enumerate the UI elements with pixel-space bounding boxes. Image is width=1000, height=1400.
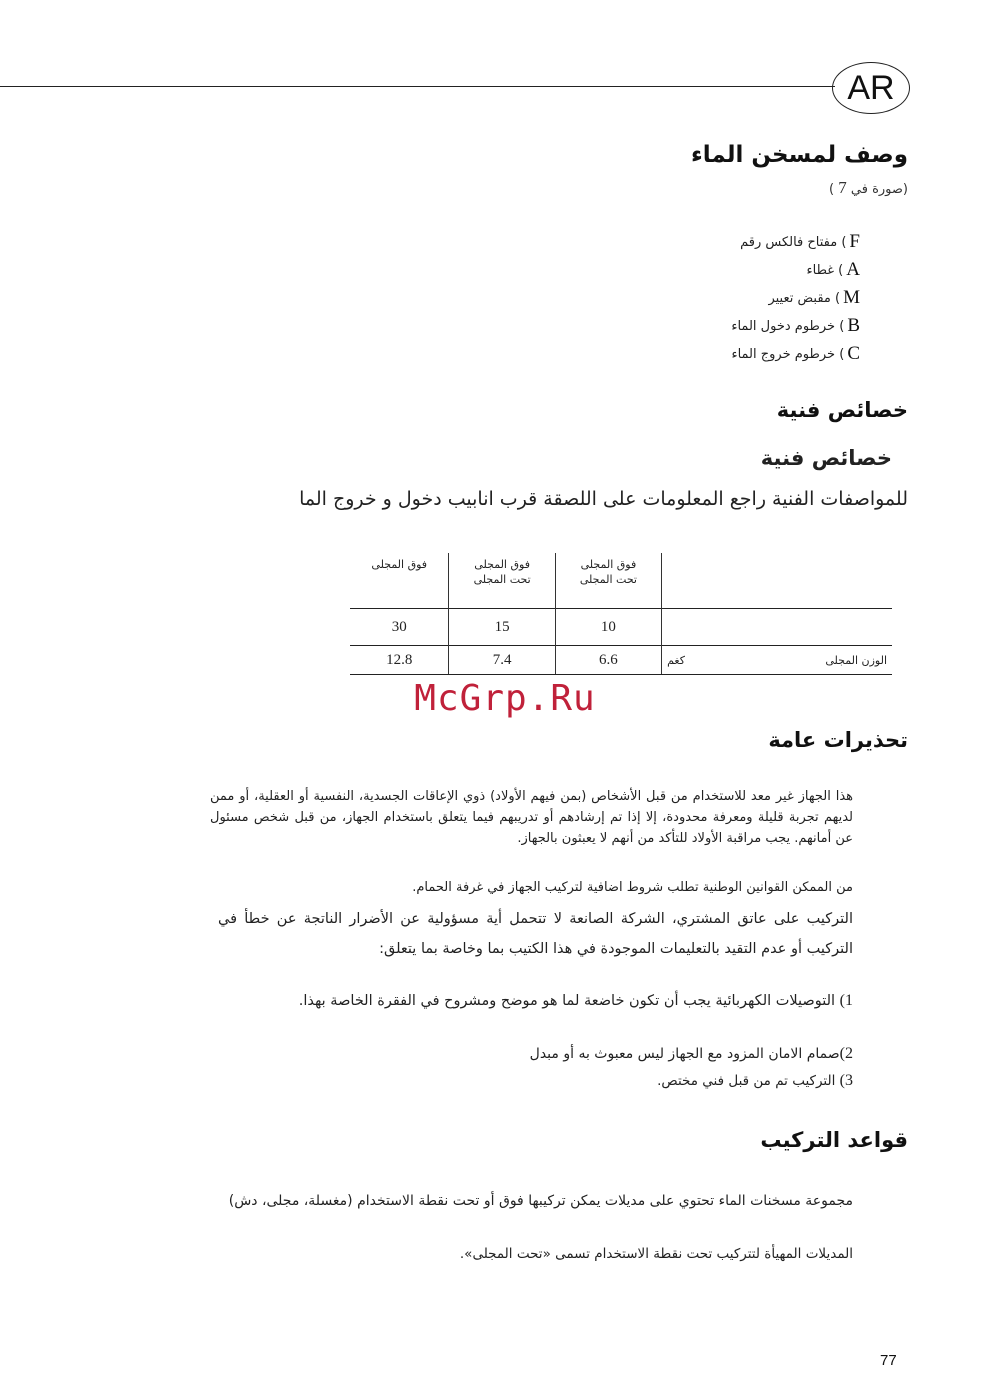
- list-item: A ) غطاء: [806, 259, 860, 280]
- warnings-paragraph: هذا الجهاز غير معد للاستخدام من قبل الأشخاص (بمن فيهم الأولاد) ذوي الإعاقات الجسدية، النفسية أو العقلية، أو ممن لديهم تجربة قليلة ومعرفة محدودة، إلا إذا تم إرشادهم أو تدريبهم فيما يتعلق باستخدام الجهاز، من قبل شخص مسئول عن أمانهم. يجب مراقبة الأولاد للتأكد من أنهم لا يعبثون بالجهاز.: [210, 789, 853, 846]
- table-row: [350, 609, 892, 646]
- header-rule: [0, 86, 835, 87]
- item-number: 3): [839, 1072, 853, 1089]
- table-cell: 7.4: [449, 646, 555, 675]
- table-cell: 6.6: [555, 646, 661, 675]
- list-item: C ) خرطوم خروج الماء: [731, 343, 860, 364]
- language-badge: [832, 62, 910, 114]
- warnings-item: [218, 986, 853, 1016]
- table-cell: [662, 553, 892, 609]
- table-cell: [662, 646, 892, 675]
- part-letter: F: [849, 231, 860, 252]
- installation-title: قواعد التركيب: [760, 1128, 908, 1152]
- part-label: مقبض تعيير: [768, 290, 831, 306]
- warnings-paragraph: من الممكن القوانين الوطنية تطلب شروط اضافية لتركيب الجهاز في غرفة الحمام.: [412, 880, 853, 895]
- table-row: [350, 553, 892, 609]
- warnings-item: [400, 1068, 853, 1094]
- table-header: فوق المجلى تحت المجلى: [555, 553, 661, 609]
- list-item: M ) مقبض تعيير: [768, 287, 860, 308]
- list-item: F ) مفتاح فالكس رقم: [740, 231, 860, 252]
- technical-subtitle: خصائص فنية: [760, 446, 892, 470]
- part-label: خرطوم دخول الماء: [731, 318, 836, 334]
- table-cell: 10: [555, 609, 661, 646]
- installation-paragraph: المديلات المهيأة لتتركيب تحت نقطة الاستخدام تسمى «تحت المجلى».: [459, 1246, 853, 1262]
- part-letter: C: [847, 343, 860, 364]
- language-code: AR: [847, 68, 895, 107]
- table-cell: 12.8: [350, 646, 449, 675]
- parts-list: [731, 228, 860, 368]
- table-cell: 15: [449, 609, 555, 646]
- table-row: [350, 646, 892, 675]
- warnings-title: تحذيرات عامة: [768, 728, 908, 752]
- part-label: غطاء: [806, 262, 835, 278]
- table-cell: [662, 609, 892, 646]
- part-letter: M: [843, 287, 860, 308]
- weight-unit: كغم: [667, 653, 685, 667]
- item-text: التركيب تم من قبل فني مختص.: [657, 1073, 836, 1089]
- part-letter: B: [847, 315, 860, 336]
- item-text: التوصيلات الكهربائية يجب أن تكون خاضعة لما هو موضح ومشروح في الفقرة الخاصة بهذا.: [298, 993, 836, 1009]
- installation-paragraph: مجموعة مسخنات الماء تحتوي على مديلات يمكن تركيبها فوق أو تحت نقطة الاستخدام (مغسلة، مجلى، دش): [228, 1193, 853, 1209]
- technical-title: خصائص فنية: [776, 398, 908, 422]
- table-cell: 30: [350, 609, 449, 646]
- table-header: فوق المجلى تحت المجلى: [449, 553, 555, 609]
- part-label: مفتاح فالكس رقم: [740, 234, 838, 250]
- item-number: 2): [839, 1045, 853, 1062]
- spec-table: [350, 553, 892, 675]
- figure-reference: (صورة في 7 ): [829, 178, 908, 197]
- page-number: 77: [880, 1352, 897, 1369]
- watermark: McGrp.Ru: [414, 678, 596, 719]
- warnings-item: [400, 1041, 853, 1067]
- weight-label: الوزن المجلى: [825, 653, 887, 667]
- part-letter: A: [846, 259, 860, 280]
- table-header: فوق المجلى: [371, 558, 428, 571]
- item-number: 1): [839, 992, 853, 1009]
- warnings-paragraph: التركيب على عاتق المشتري، الشركة الصانعة لا تتحمل أية مسؤولية عن الأضرار الناتجة عن خطأ في التركيب أو عدم التقيد بالتعليمات الموجودة في هذا الكتيب بما وخاصة بما يتعلق:: [218, 911, 853, 957]
- technical-note: للمواصفات الفنية راجع المعلومات على اللصقة قرب انابيب دخول و خروج الما: [299, 488, 908, 510]
- item-text: صمام الامان المزود مع الجهاز ليس معبوث به أو مبدل: [529, 1046, 840, 1062]
- part-label: خرطوم خروج الماء: [731, 346, 836, 362]
- figure-ref-number: 7: [838, 178, 847, 197]
- list-item: B ) خرطوم دخول الماء: [731, 315, 860, 336]
- description-title: وصف لمسخن الماء: [691, 142, 908, 168]
- figure-ref-prefix: صورة في: [850, 182, 903, 197]
